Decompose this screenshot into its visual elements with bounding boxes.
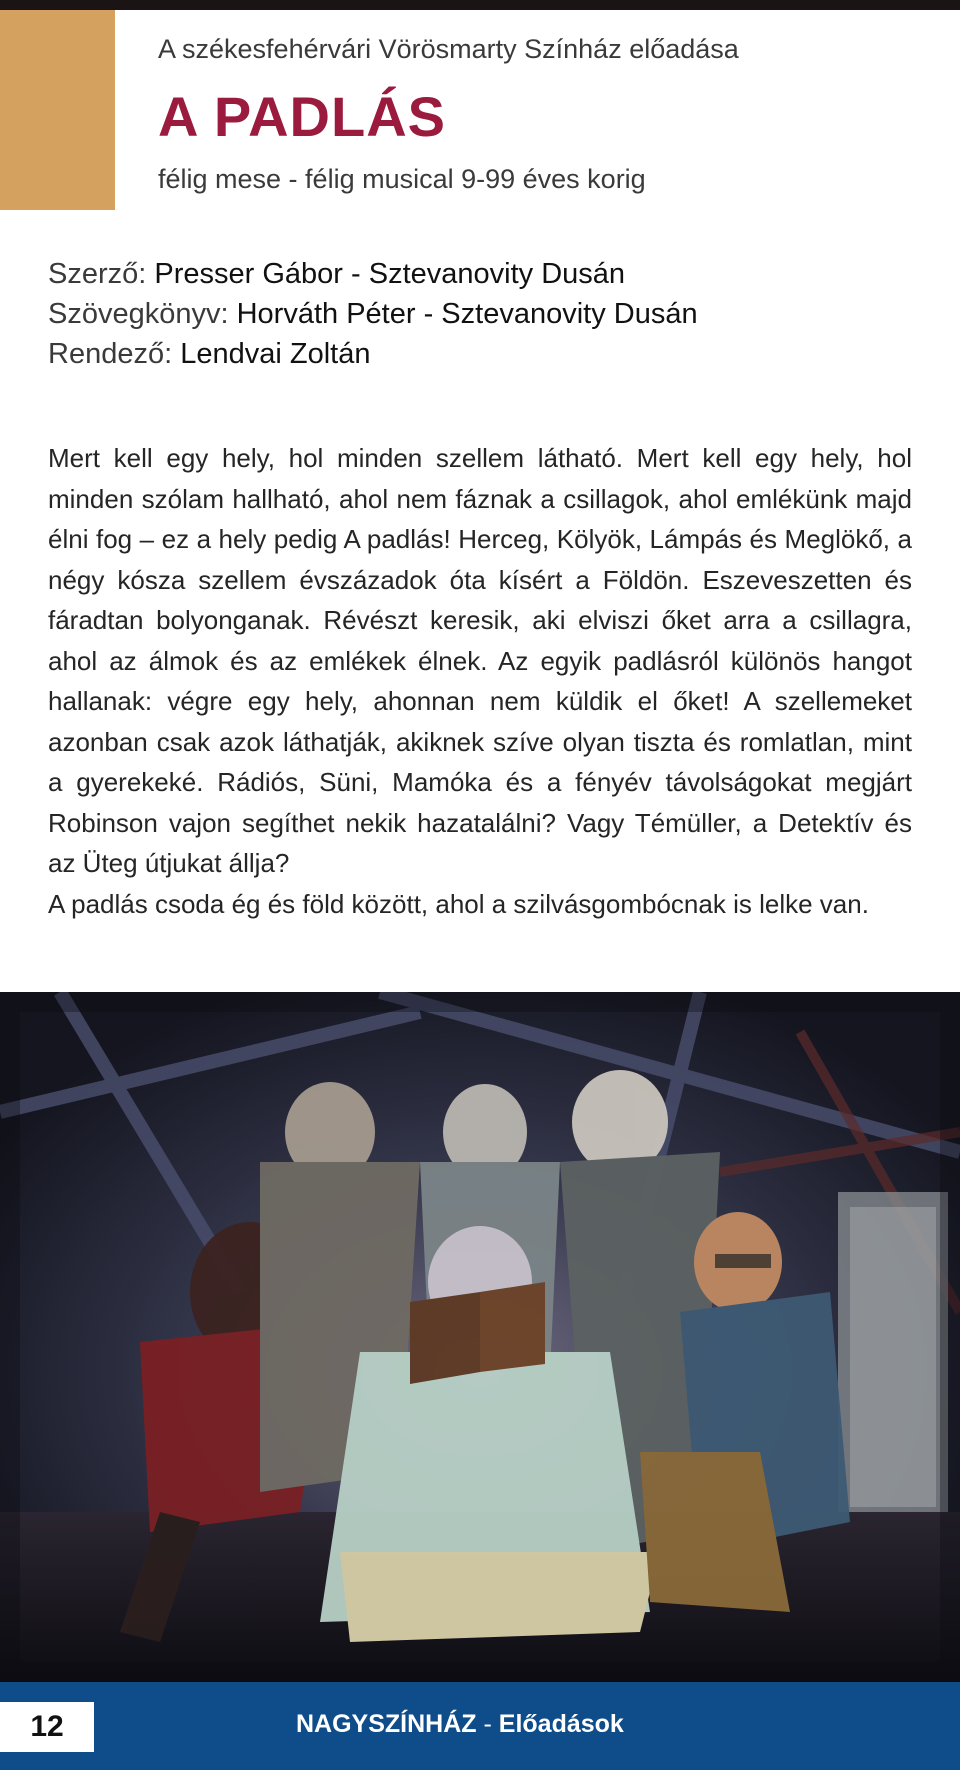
description-paragraph: Mert kell egy hely, hol minden szellem látható. Mert kell egy hely, hol minden szólam hallható, ahol nem fáznak a csillagok, ahol emlékünk majd élni fog – ez a hely pedig A padlás! Herceg, Kölyök, Lámpás és Meglökő, a négy kósza szellem évszázadok óta kísért a Földön. Eszeveszetten és fáradtan bolyonganak. Révészt keresik, aki elviszi őket arra a csillagra, ahol az álmok és az emlékek élnek. Az egyik padlásról különös hangot hallanak: végre egy hely, ahonnan nem küldik el őket! A szellemeket azonban csak azok láthatják, akiknek szíve olyan tiszta és romlatlan, mint a gyerekeké. Rádiós, Süni, Mamóka és a fényév távolságokat megjárt Robinson vajon segíthet nekik hazatalálni? Vagy Témüller, a Detektív és az Üteg útjukat állja? (48, 443, 912, 878)
credit-libretto (48, 294, 698, 334)
show-subtitle: félig mese - félig musical 9-99 éves korig (158, 164, 646, 194)
footer-section-title (296, 1710, 624, 1739)
credits-block (48, 254, 698, 374)
description (48, 438, 912, 924)
footer-separator: - (476, 1710, 499, 1738)
top-rule (0, 0, 960, 10)
credit-libretto-value: Horváth Péter - Sztevanovity Dusán (236, 298, 698, 330)
description-closing: A padlás csoda ég és föld között, ahol a szilvásgombócnak is lelke van. (48, 888, 869, 919)
credit-author-label: Szerző: (48, 258, 147, 290)
credit-author-value: Presser Gábor - Sztevanovity Dusán (154, 258, 626, 290)
page-number: 12 (0, 1702, 94, 1752)
credit-director-label: Rendező: (48, 338, 173, 370)
credit-director (48, 334, 698, 374)
footer-venue: NAGYSZÍNHÁZ (296, 1710, 477, 1738)
credit-author (48, 254, 698, 294)
footer-section: Előadások (498, 1710, 624, 1738)
accent-block (0, 10, 115, 210)
credit-director-value: Lendvai Zoltán (180, 338, 371, 370)
show-title: A PADLÁS (158, 85, 446, 148)
credit-libretto-label: Szövegkönyv: (48, 298, 229, 330)
stage-photo (0, 992, 960, 1682)
presenter-line: A székesfehérvári Vörösmarty Színház előadása (158, 34, 739, 64)
